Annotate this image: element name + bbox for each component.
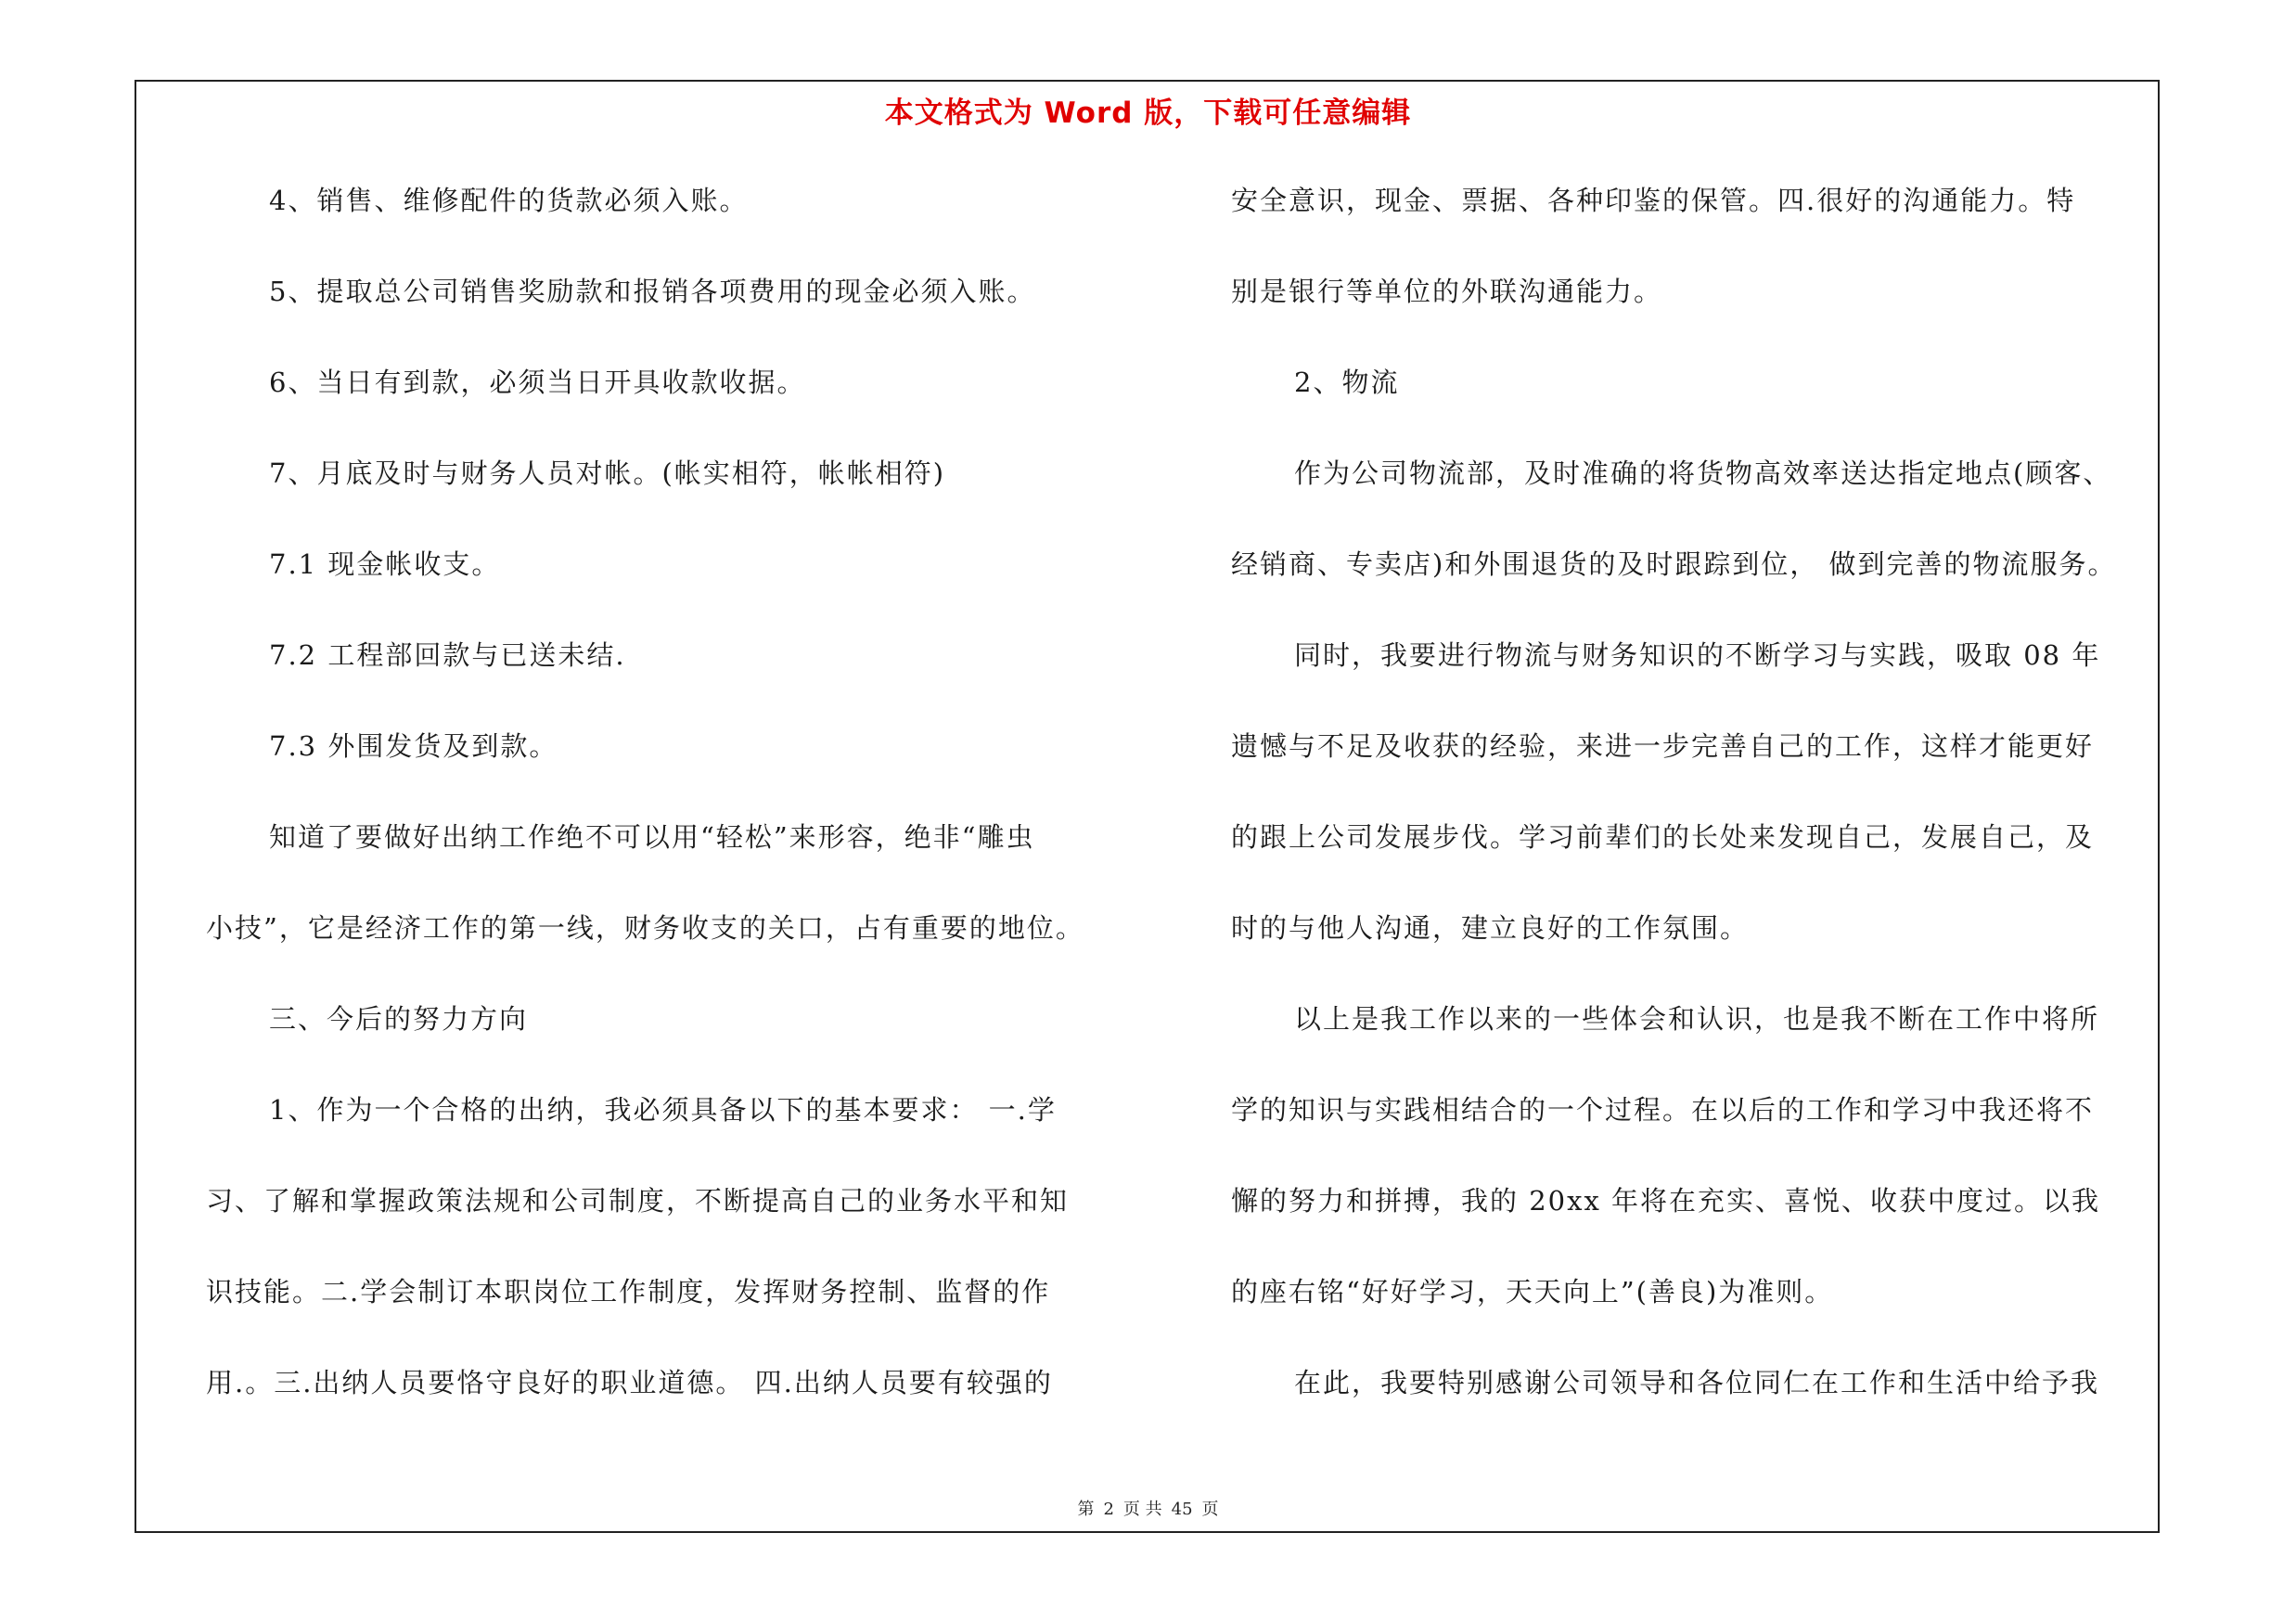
paragraph-line: 安全意识，现金、票据、各种印鉴的保管。四.很好的沟通能力。特 (1231, 185, 2076, 216)
paragraph-line: 学的知识与实践相结合的一个过程。在以后的工作和学习中我还将不 (1231, 1094, 2095, 1126)
paragraph-line: 7.2 工程部回款与已送未结. (269, 639, 626, 671)
paragraph-line: 小技”，它是经济工作的第一线，财务收支的关口，占有重要的地位。 (206, 912, 1084, 944)
paragraph-line: 7、月底及时与财务人员对帐。(帐实相符，帐帐相符) (269, 457, 946, 489)
paragraph-line: 5、提取总公司销售奖励款和报销各项费用的现金必须入账。 (269, 276, 1036, 307)
paragraph-line: 的座右铭“好好学习，天天向上”(善良)为准则。 (1231, 1276, 1834, 1307)
paragraph-line: 6、当日有到款，必须当日开具收款收据。 (269, 367, 806, 398)
paragraph-line: 7.3 外围发货及到款。 (269, 730, 558, 762)
paragraph-line: 别是银行等单位的外联沟通能力。 (1231, 276, 1663, 307)
paragraph-line: 1、作为一个合格的出纳，我必须具备以下的基本要求： 一.学 (269, 1094, 1057, 1126)
paragraph-line: 识技能。二.学会制订本职岗位工作制度，发挥财务控制、监督的作 (206, 1276, 1051, 1307)
total-page-count: 45 (1171, 1500, 1193, 1519)
paragraph-line: 时的与他人沟通，建立良好的工作氛围。 (1231, 912, 1750, 944)
paragraph-line: 习、了解和掌握政策法规和公司制度，不断提高自己的业务水平和知 (206, 1185, 1070, 1217)
paragraph-line: 用.。三.出纳人员要恪守良好的职业道德。 四.出纳人员要有较强的 (206, 1367, 1053, 1398)
footer-suffix: 页 (1201, 1500, 1219, 1519)
footer-middle: 页 共 (1122, 1500, 1162, 1519)
paragraph-line: 4、销售、维修配件的货款必须入账。 (269, 185, 749, 216)
paragraph-line: 遗憾与不足及收获的经验，来进一步完善自己的工作，这样才能更好 (1231, 730, 2095, 762)
section-heading: 2、物流 (1294, 367, 1400, 398)
paragraph-line: 的跟上公司发展步伐。学习前辈们的长处来发现自己，发展自己，及 (1231, 821, 2095, 853)
page-number-footer (0, 1496, 2296, 1520)
section-heading: 三、今后的努力方向 (269, 1003, 529, 1035)
current-page-number: 2 (1103, 1500, 1114, 1519)
paragraph-line: 作为公司物流部，及时准确的将货物高效率送达指定地点(顾客、 (1294, 457, 2112, 489)
paragraph-line: 在此，我要特别感谢公司领导和各位同仁在工作和生活中给予我 (1294, 1367, 2100, 1398)
paragraph-line: 经销商、专卖店)和外围退货的及时跟踪到位， 做到完善的物流服务。 (1231, 548, 2117, 580)
paragraph-line: 同时，我要进行物流与财务知识的不断学习与实践，吸取 08 年 (1294, 639, 2101, 671)
paragraph-line: 懈的努力和拼搏，我的 20xx 年将在充实、喜悦、收获中度过。以我 (1231, 1185, 2101, 1217)
format-notice-banner: 本文格式为 Word 版，下载可任意编辑 (884, 97, 1412, 130)
footer-prefix: 第 (1077, 1500, 1095, 1519)
paragraph-line: 知道了要做好出纳工作绝不可以用“轻松”来形容，绝非“雕虫 (269, 821, 1035, 853)
paragraph-line: 以上是我工作以来的一些体会和认识，也是我不断在工作中将所 (1294, 1003, 2100, 1035)
paragraph-line: 7.1 现金帐收支。 (269, 548, 501, 580)
